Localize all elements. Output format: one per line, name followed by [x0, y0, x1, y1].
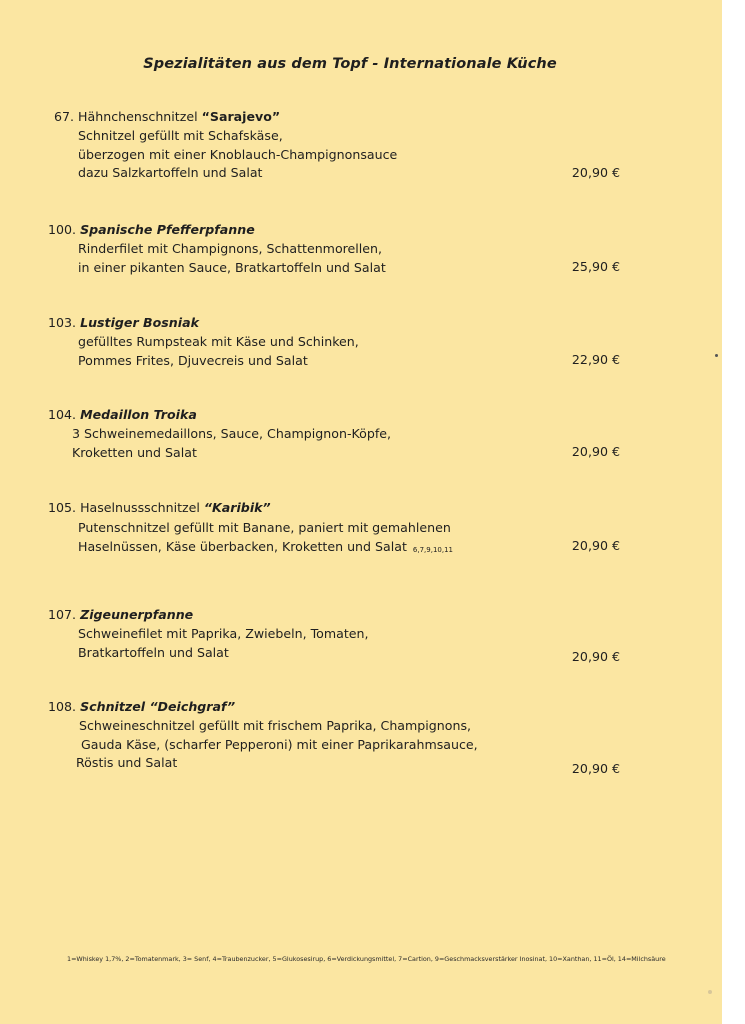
item-number: 108. [48, 699, 77, 714]
item-name: Zigeunerpfanne [80, 607, 194, 622]
item-heading [48, 698, 235, 717]
item-heading [48, 606, 193, 625]
item-name: “Karibik” [203, 500, 271, 515]
description-line: Schweinefilet mit Paprika, Zwiebeln, Tomaten, [78, 626, 369, 641]
description-line: überzogen mit einer Knoblauch-Champignonsauce [78, 146, 398, 162]
item-heading [48, 221, 255, 240]
page-title: Spezialitäten aus dem Topf - Internationale Küche [143, 56, 557, 72]
description-line: Gauda Käse, (scharfer Pepperoni) mit einer Paprikarahmsauce, [81, 736, 478, 752]
description-line: gefülltes Rumpsteak mit Käse und Schinken, [78, 334, 359, 349]
item-name: Medaillon Troika [80, 407, 197, 422]
description-line: Pommes Frites, Djuvecreis und Salat [78, 352, 308, 368]
description-line [78, 538, 453, 557]
description-line: Kroketten und Salat [72, 444, 197, 460]
item-name-prefix: Hähnchenschnitzel [78, 109, 198, 124]
description-line: Schnitzel gefüllt mit Schafskäse, [78, 128, 283, 143]
item-name: Schnitzel “Deichgraf” [80, 699, 236, 714]
item-number: 100. [48, 222, 77, 237]
item-price: 25,90 € [571, 259, 620, 274]
description-line: Putenschnitzel gefüllt mit Banane, paniert mit gemahlenen [78, 520, 451, 535]
item-price: 20,90 € [571, 649, 620, 664]
item-heading [48, 406, 197, 425]
item-number: 104. [48, 407, 77, 422]
description-line: Schweineschnitzel gefüllt mit frischem Paprika, Champignons, [79, 718, 472, 733]
item-name: Lustiger Bosniak [80, 315, 199, 330]
item-name: “Sarajevo” [201, 109, 281, 124]
item-number: 103. [48, 315, 77, 330]
item-number: 105. [48, 500, 77, 515]
item-heading [48, 499, 271, 518]
item-price: 20,90 € [571, 165, 620, 180]
item-number: 67. [54, 109, 75, 124]
allergen-codes: 6,7,9,10,11 [412, 545, 453, 554]
description-line: dazu Salzkartoffeln und Salat [78, 165, 263, 181]
item-name-prefix: Haselnussschnitzel [80, 500, 200, 515]
item-description [78, 519, 453, 556]
scan-speck [715, 354, 718, 357]
item-price: 20,90 € [571, 761, 620, 776]
item-description [72, 425, 391, 462]
description-line-text: Haselnüssen, Käse überbacken, Kroketten und Salat [78, 538, 407, 554]
description-line: Rinderfilet mit Champignons, Schattenmorellen, [78, 241, 383, 256]
description-line: Bratkartoffeln und Salat [78, 644, 229, 660]
item-description [78, 333, 359, 370]
item-price: 20,90 € [571, 444, 620, 459]
item-description [76, 717, 478, 773]
description-line: in einer pikanten Sauce, Bratkartoffeln und Salat [78, 259, 386, 275]
item-description [78, 625, 369, 662]
item-heading [48, 314, 199, 333]
item-description [78, 240, 386, 277]
item-price: 20,90 € [571, 538, 620, 553]
description-line: Röstis und Salat [76, 755, 178, 771]
allergen-footnote: 1=Whiskey 1,7%, 2=Tomatenmark, 3= Senf, 4=Traubenzucker, 5=Glukosesirup, 6=Verdickungsmittel, 7=Cartion, 9=Geschmacksverstärker Inosinat, 10=Xanthan, 11=Öl, 14=Milchsäure [67, 955, 666, 963]
item-description [78, 127, 397, 183]
item-number: 107. [48, 607, 77, 622]
scan-speck [708, 990, 712, 994]
item-name: Spanische Pfefferpfanne [80, 222, 255, 237]
description-line: 3 Schweinemedaillons, Sauce, Champignon-Köpfe, [72, 426, 392, 441]
item-price: 22,90 € [571, 352, 620, 367]
item-heading [54, 108, 280, 127]
